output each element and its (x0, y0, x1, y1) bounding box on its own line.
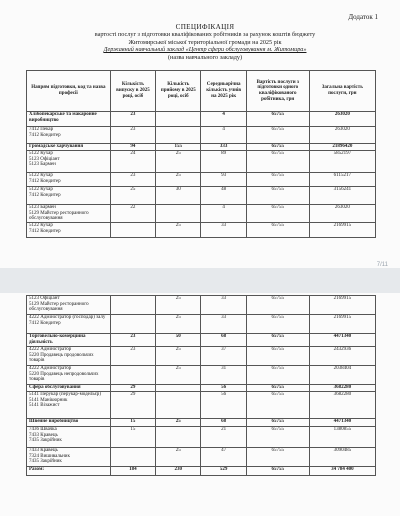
table-row (27, 187, 376, 205)
cell-total-cost: 1380855 (309, 427, 375, 448)
table-row (27, 205, 376, 223)
cell-graduates: 94 (110, 144, 155, 151)
cell-admission: 25 (156, 366, 201, 385)
cell-unit-cost: 65755 (246, 187, 309, 205)
table-row (27, 392, 376, 419)
cell-avg-students: 333 (201, 144, 246, 151)
table-row (27, 151, 376, 173)
cell-profession: Разом: (27, 467, 111, 476)
cell-profession: 7436 Швачка 7433 Кравець 7435 Закрійник (27, 427, 111, 448)
table-row (27, 296, 376, 315)
document-title: СПЕЦИФІКАЦІЯ (175, 23, 235, 31)
cell-admission: 25 (156, 223, 201, 238)
cell-admission: 50 (156, 334, 201, 347)
table-body-page-2 (27, 296, 376, 476)
table-row (27, 347, 376, 366)
cell-avg-students: 37 (201, 347, 246, 366)
table-row (27, 223, 376, 238)
cell-admission (156, 392, 201, 419)
table-row (27, 427, 376, 448)
cell-total-cost: 2038404 (309, 366, 375, 385)
cell-avg-students: 31 (201, 366, 246, 385)
table-row (27, 467, 376, 476)
cell-unit-cost: 65755 (246, 427, 309, 448)
cell-graduates: 23 (110, 173, 155, 187)
cell-admission: 25 (156, 347, 201, 366)
cell-total-cost: 263020 (309, 127, 375, 144)
cell-profession: 7433 Кравець 7324 Вишивальник 7435 Закрійник (27, 448, 111, 467)
cell-profession: Швейне виробництво (27, 419, 111, 427)
cell-graduates: 23 (110, 347, 155, 366)
cell-admission: 230 (156, 467, 201, 476)
cell-unit-cost: 65755 (246, 448, 309, 467)
cell-admission (156, 385, 201, 392)
cell-graduates: 23 (110, 127, 155, 144)
cell-profession: 4222 Адміністратор 5220 Продавець продовольчих товарів (27, 347, 111, 366)
cell-admission (156, 112, 201, 127)
cell-admission: 30 (156, 187, 201, 205)
cell-admission: 25 (156, 296, 201, 315)
cell-total-cost: 21896420 (309, 144, 375, 151)
page-gap (0, 268, 400, 293)
cell-admission (156, 127, 201, 144)
cell-avg-students: 4 (201, 127, 246, 144)
cell-avg-students: 33 (201, 315, 246, 334)
col-header-unit-cost: Вартість послуги з підготовки одного кваліфікованого робітника, грн (246, 71, 309, 112)
cell-graduates: 15 (110, 427, 155, 448)
table-row (27, 366, 376, 385)
cell-avg-students: 56 (201, 392, 246, 419)
cell-avg-students: 4 (201, 205, 246, 223)
page-number: 7/11 (376, 262, 388, 268)
col-header-profession: Напрям підготовки, код та назва професії (27, 71, 111, 112)
document-page-2 (0, 293, 400, 516)
cell-graduates: 23 (110, 112, 155, 127)
cell-admission: 25 (156, 173, 201, 187)
addendum-label: Додаток 1 (348, 13, 378, 21)
cell-avg-students: 4 (201, 112, 246, 127)
cell-profession: 4222 Адміністратор 5220 Продавець непродовольчих товарів (27, 366, 111, 385)
cell-total-cost: 3682280 (309, 392, 375, 419)
cell-unit-cost: 65755 (246, 296, 309, 315)
cell-graduates: 29 (110, 392, 155, 419)
cell-admission: 25 (156, 419, 201, 427)
cell-graduates: 24 (110, 151, 155, 173)
cell-unit-cost: 65755 (246, 315, 309, 334)
cell-graduates: 184 (110, 467, 155, 476)
specification-table-page-1 (26, 70, 376, 238)
cell-graduates: 23 (110, 334, 155, 347)
cell-unit-cost: 65755 (246, 334, 309, 347)
cell-graduates (110, 366, 155, 385)
cell-graduates: 22 (110, 205, 155, 223)
cell-total-cost: 4471340 (309, 419, 375, 427)
cell-total-cost: 2169915 (309, 315, 375, 334)
cell-profession: 5122 Кухар 7412 Кондитер (27, 187, 111, 205)
cell-graduates: 15 (110, 419, 155, 427)
cell-total-cost: 3090485 (309, 448, 375, 467)
cell-unit-cost: 65755 (246, 205, 309, 223)
heading-line-2: Житомирської міської територіальної громади на 2025 рік (128, 38, 282, 46)
cell-avg-students: 68 (201, 419, 246, 427)
cell-total-cost: 34 784 400 (309, 467, 375, 476)
cell-avg-students: 33 (201, 296, 246, 315)
cell-unit-cost: 65755 (246, 385, 309, 392)
cell-profession: Хлібопекарське та макаронне виробництво (27, 112, 111, 127)
cell-profession: 5122 Кухар 7412 Кондитер (27, 173, 111, 187)
table-row (27, 173, 376, 187)
cell-profession: 4222 Адміністратор (господар) залу 7412 Кондитер (27, 315, 111, 334)
cell-unit-cost: 65755 (246, 127, 309, 144)
cell-total-cost: 2169915 (309, 296, 375, 315)
cell-admission: 155 (156, 144, 201, 151)
table-header-row (27, 71, 376, 112)
cell-total-cost: 263020 (309, 112, 375, 127)
cell-total-cost: 2432936 (309, 347, 375, 366)
cell-admission (156, 205, 201, 223)
table-row (27, 112, 376, 127)
cell-profession: Громадське харчування (27, 144, 111, 151)
cell-profession: 5123 Офіціант 5129 Майстер ресторанного обслуговування (27, 296, 111, 315)
cell-unit-cost: 65755 (246, 223, 309, 238)
cell-unit-cost: 65755 (246, 366, 309, 385)
cell-avg-students: 47 (201, 448, 246, 467)
cell-unit-cost: 65755 (246, 467, 309, 476)
cell-admission: 25 (156, 151, 201, 173)
cell-avg-students: 93 (201, 173, 246, 187)
cell-total-cost: 4471340 (309, 334, 375, 347)
cell-unit-cost: 65755 (246, 347, 309, 366)
document-heading (40, 24, 370, 61)
cell-unit-cost: 65755 (246, 144, 309, 151)
cell-avg-students: 68 (201, 334, 246, 347)
cell-total-cost: 5852197 (309, 151, 375, 173)
cell-unit-cost: 65755 (246, 173, 309, 187)
table-row (27, 419, 376, 427)
heading-line-1: вартості послуг з підготовки кваліфікованих робітників за рахунок коштів бюджету (94, 31, 316, 39)
col-header-avg-students: Середньорічна кількість учнів на 2025 рік (201, 71, 246, 112)
cell-total-cost: 2169915 (309, 223, 375, 238)
cell-profession: Торговельно-комерційна діяльність (27, 334, 111, 347)
cell-unit-cost: 65755 (246, 392, 309, 419)
cell-profession: 5122 Кухар 7412 Кондитер (27, 223, 111, 238)
heading-institution: Державний навчальний заклад «Центр сфери обслуговування м. Житомира» (103, 46, 307, 54)
col-header-graduates: Кількість випуску в 2025 році, осіб (110, 71, 155, 112)
cell-total-cost: 6115217 (309, 173, 375, 187)
cell-unit-cost: 65755 (246, 151, 309, 173)
cell-avg-students: 89 (201, 151, 246, 173)
cell-admission: 25 (156, 315, 201, 334)
table-row (27, 448, 376, 467)
cell-avg-students: 56 (201, 385, 246, 392)
cell-admission (156, 427, 201, 448)
cell-profession: 5122 Кухар 5123 Офіціант 5123 Бармен (27, 151, 111, 173)
cell-profession: 5141 Перукар (перукар-модельєр) 5141 Манікюрник 5141 Візажист (27, 392, 111, 419)
cell-graduates: 29 (110, 385, 155, 392)
heading-institution-note: (назва навчального закладу) (167, 53, 243, 61)
cell-graduates: 25 (110, 187, 155, 205)
cell-avg-students: 48 (201, 187, 246, 205)
table-row (27, 334, 376, 347)
col-header-admission: Кількість прийому в 2025 році, осіб (156, 71, 201, 112)
cell-admission: 25 (156, 448, 201, 467)
cell-avg-students: 21 (201, 427, 246, 448)
cell-profession: 7412 Пекар 7412 Кондитер (27, 127, 111, 144)
specification-table-page-2 (26, 295, 376, 476)
cell-unit-cost: 65755 (246, 112, 309, 127)
cell-total-cost: 263020 (309, 205, 375, 223)
cell-total-cost: 3682280 (309, 385, 375, 392)
table-row (27, 144, 376, 151)
table-body-page-1 (27, 112, 376, 238)
table-row (27, 315, 376, 334)
cell-avg-students: 529 (201, 467, 246, 476)
cell-profession: Сфера обслуговування (27, 385, 111, 392)
cell-unit-cost: 65755 (246, 419, 309, 427)
cell-graduates (110, 223, 155, 238)
cell-profession: 5123 Бармен 5129 Майстер ресторанного обслуговування (27, 205, 111, 223)
col-header-total-cost: Загальна вартість послуги, грн (309, 71, 375, 112)
table-row (27, 127, 376, 144)
cell-graduates (110, 315, 155, 334)
table-row (27, 385, 376, 392)
cell-graduates (110, 296, 155, 315)
cell-graduates (110, 448, 155, 467)
cell-avg-students: 33 (201, 223, 246, 238)
cell-total-cost: 3156241 (309, 187, 375, 205)
